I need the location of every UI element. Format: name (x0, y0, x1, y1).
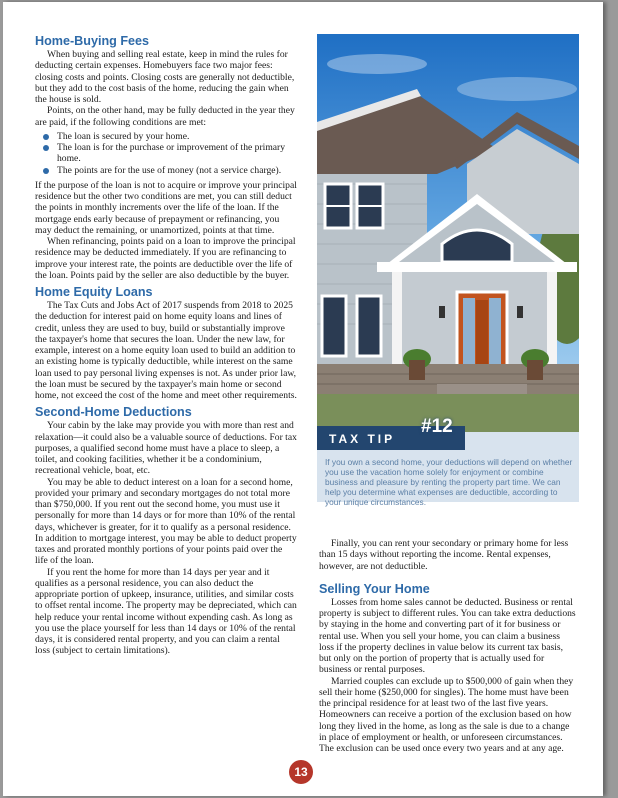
tax-tip-title: TAX TIP (329, 432, 396, 446)
paragraph: Your cabin by the lake may provide you with more than rest and relaxation—it could also be a valuable source of deductions. For tax purposes, a qualified second home must have a place to sleep, a toilet, and cooking facilities, whether it be a condominium, recreational vehicle, boat, etc. (35, 420, 297, 477)
section-heading-selling-your-home: Selling Your Home (319, 581, 430, 596)
list-item (35, 165, 297, 176)
section-heading-home-equity-loans: Home Equity Loans (35, 285, 153, 299)
paragraph: When buying and selling real estate, keep in mind the rules for deducting certain expenses. Homebuyers face two major fees: closing costs and points. Closing costs are generally not deductible, but they add to the cost basis of the home, reducing the gain when the house is sold. (35, 49, 295, 105)
paragraph: Married couples can exclude up to $500,000 of gain when they sell their home ($250,000 for singles). The home must have been the principal residence for at least two of the last five years. Homeowners can receive a portion of the exclusion based on how long they lived in the home, as long as the sale is due to a change in place of employment or health, or unforeseen circumstances. The exclusion can be used once every two years and at any age. (319, 675, 574, 754)
bullet-icon (43, 168, 49, 174)
house-illustration (317, 34, 579, 432)
paragraph: Finally, you can rent your secondary or primary home for less than 15 days without reporting the income. Rental expenses, however, are not deductible. (319, 538, 569, 572)
page-number-badge: 13 (289, 760, 313, 784)
document-page (3, 2, 603, 796)
list-item-text: The loan is secured by your home. (57, 130, 190, 142)
bullet-icon (43, 134, 49, 140)
paragraph: Losses from home sales cannot be deducted. Business or rental property is subject to different rules. You can take extra deductions by staying in the home and converting part of it for business or rental use. When you sell your home, you can claim a business loss if the property declines in value below its current tax basis, but only on the portion of property that is actually used for business or rental purposes. (319, 596, 576, 676)
list-item-text: The loan is for the purchase or improvement of the primary home. (57, 142, 286, 165)
conditions-list (35, 131, 297, 176)
tax-tip-text: If you own a second home, your deductions will depend on whether you use the vacation home solely for enjoyment or combine business and pleasure by renting the property part time. We can help you determine what expenses are deductible, according to your unique circumstances. (325, 457, 573, 507)
list-item (35, 131, 297, 142)
paragraph: You may be able to deduct interest on a loan for a second home, provided your primary and secondary mortgages do not total more than $750,000. If you rent out the second home, you must use it personally for more than 14 days or for more than 10% of the rental days, whichever is greater, for it to qualify as a personal residence. In addition to mortgage interest, you may be able to deduct property taxes and prorated monthly portions of your points paid over the life of the loan. (35, 476, 297, 567)
list-item (35, 142, 297, 165)
list-item-text: The points are for the use of money (not a service charge). (57, 164, 282, 176)
paragraph: Points, on the other hand, may be fully deducted in the year they are paid, if the following conditions are met: (35, 105, 295, 128)
bullet-icon (43, 145, 49, 151)
paragraph: If you rent the home for more than 14 days per year and it qualifies as a personal residence, you can also deduct the appropriate portion of upkeep, insurance, utilities, and similar costs to offset rental income. The property may be depreciated, which can help reduce your rental income without expending cash. As long as you use the place yourself for less than 14 days or 10% of the rental days, it is considered rental property, and you can claim a rental loss (subject to certain limitations). (35, 566, 297, 657)
paragraph: When refinancing, points paid on a loan to improve the principal residence may be deducted immediately. If you are refinancing to improve your interest rate, the points are deductible over the life of the loan. Points paid by the seller are also deductible by the buyer. (35, 236, 296, 281)
left-column (35, 34, 297, 657)
right-column (319, 538, 577, 754)
section-heading-home-buying-fees: Home-Buying Fees (35, 34, 150, 48)
tax-tip-number: #12 (421, 416, 453, 437)
spacer (319, 572, 577, 582)
paragraph: The Tax Cuts and Jobs Act of 2017 suspends from 2018 to 2025 the deduction for interest paid on home equity loans and lines of credit, unless they are used to buy, build or substantially improve the taxpayer's home that secures the loan. Under the new law, for example, interest on a home equity loan used to build an addition to an existing home is typically deductible, while interest on the same loan used to pay personal living expenses is not. As under prior law, the loan must be secured by the taxpayer's main home or second home, not exceed the cost of the home and meet other requirements. (35, 300, 297, 401)
house-photo (317, 34, 579, 432)
section-heading-second-home-deductions: Second-Home Deductions (35, 405, 192, 420)
tax-tip-box (317, 416, 579, 507)
tax-tip-label (317, 416, 465, 450)
paragraph: If the purpose of the loan is not to acquire or improve your principal residence but the other two conditions are met, you can still deduct the points in monthly increments over the life of the loan. If the mortgage ends early because of prepayment or refinancing, you may deduct the remaining, or unamortized, points at that time. (35, 179, 297, 236)
